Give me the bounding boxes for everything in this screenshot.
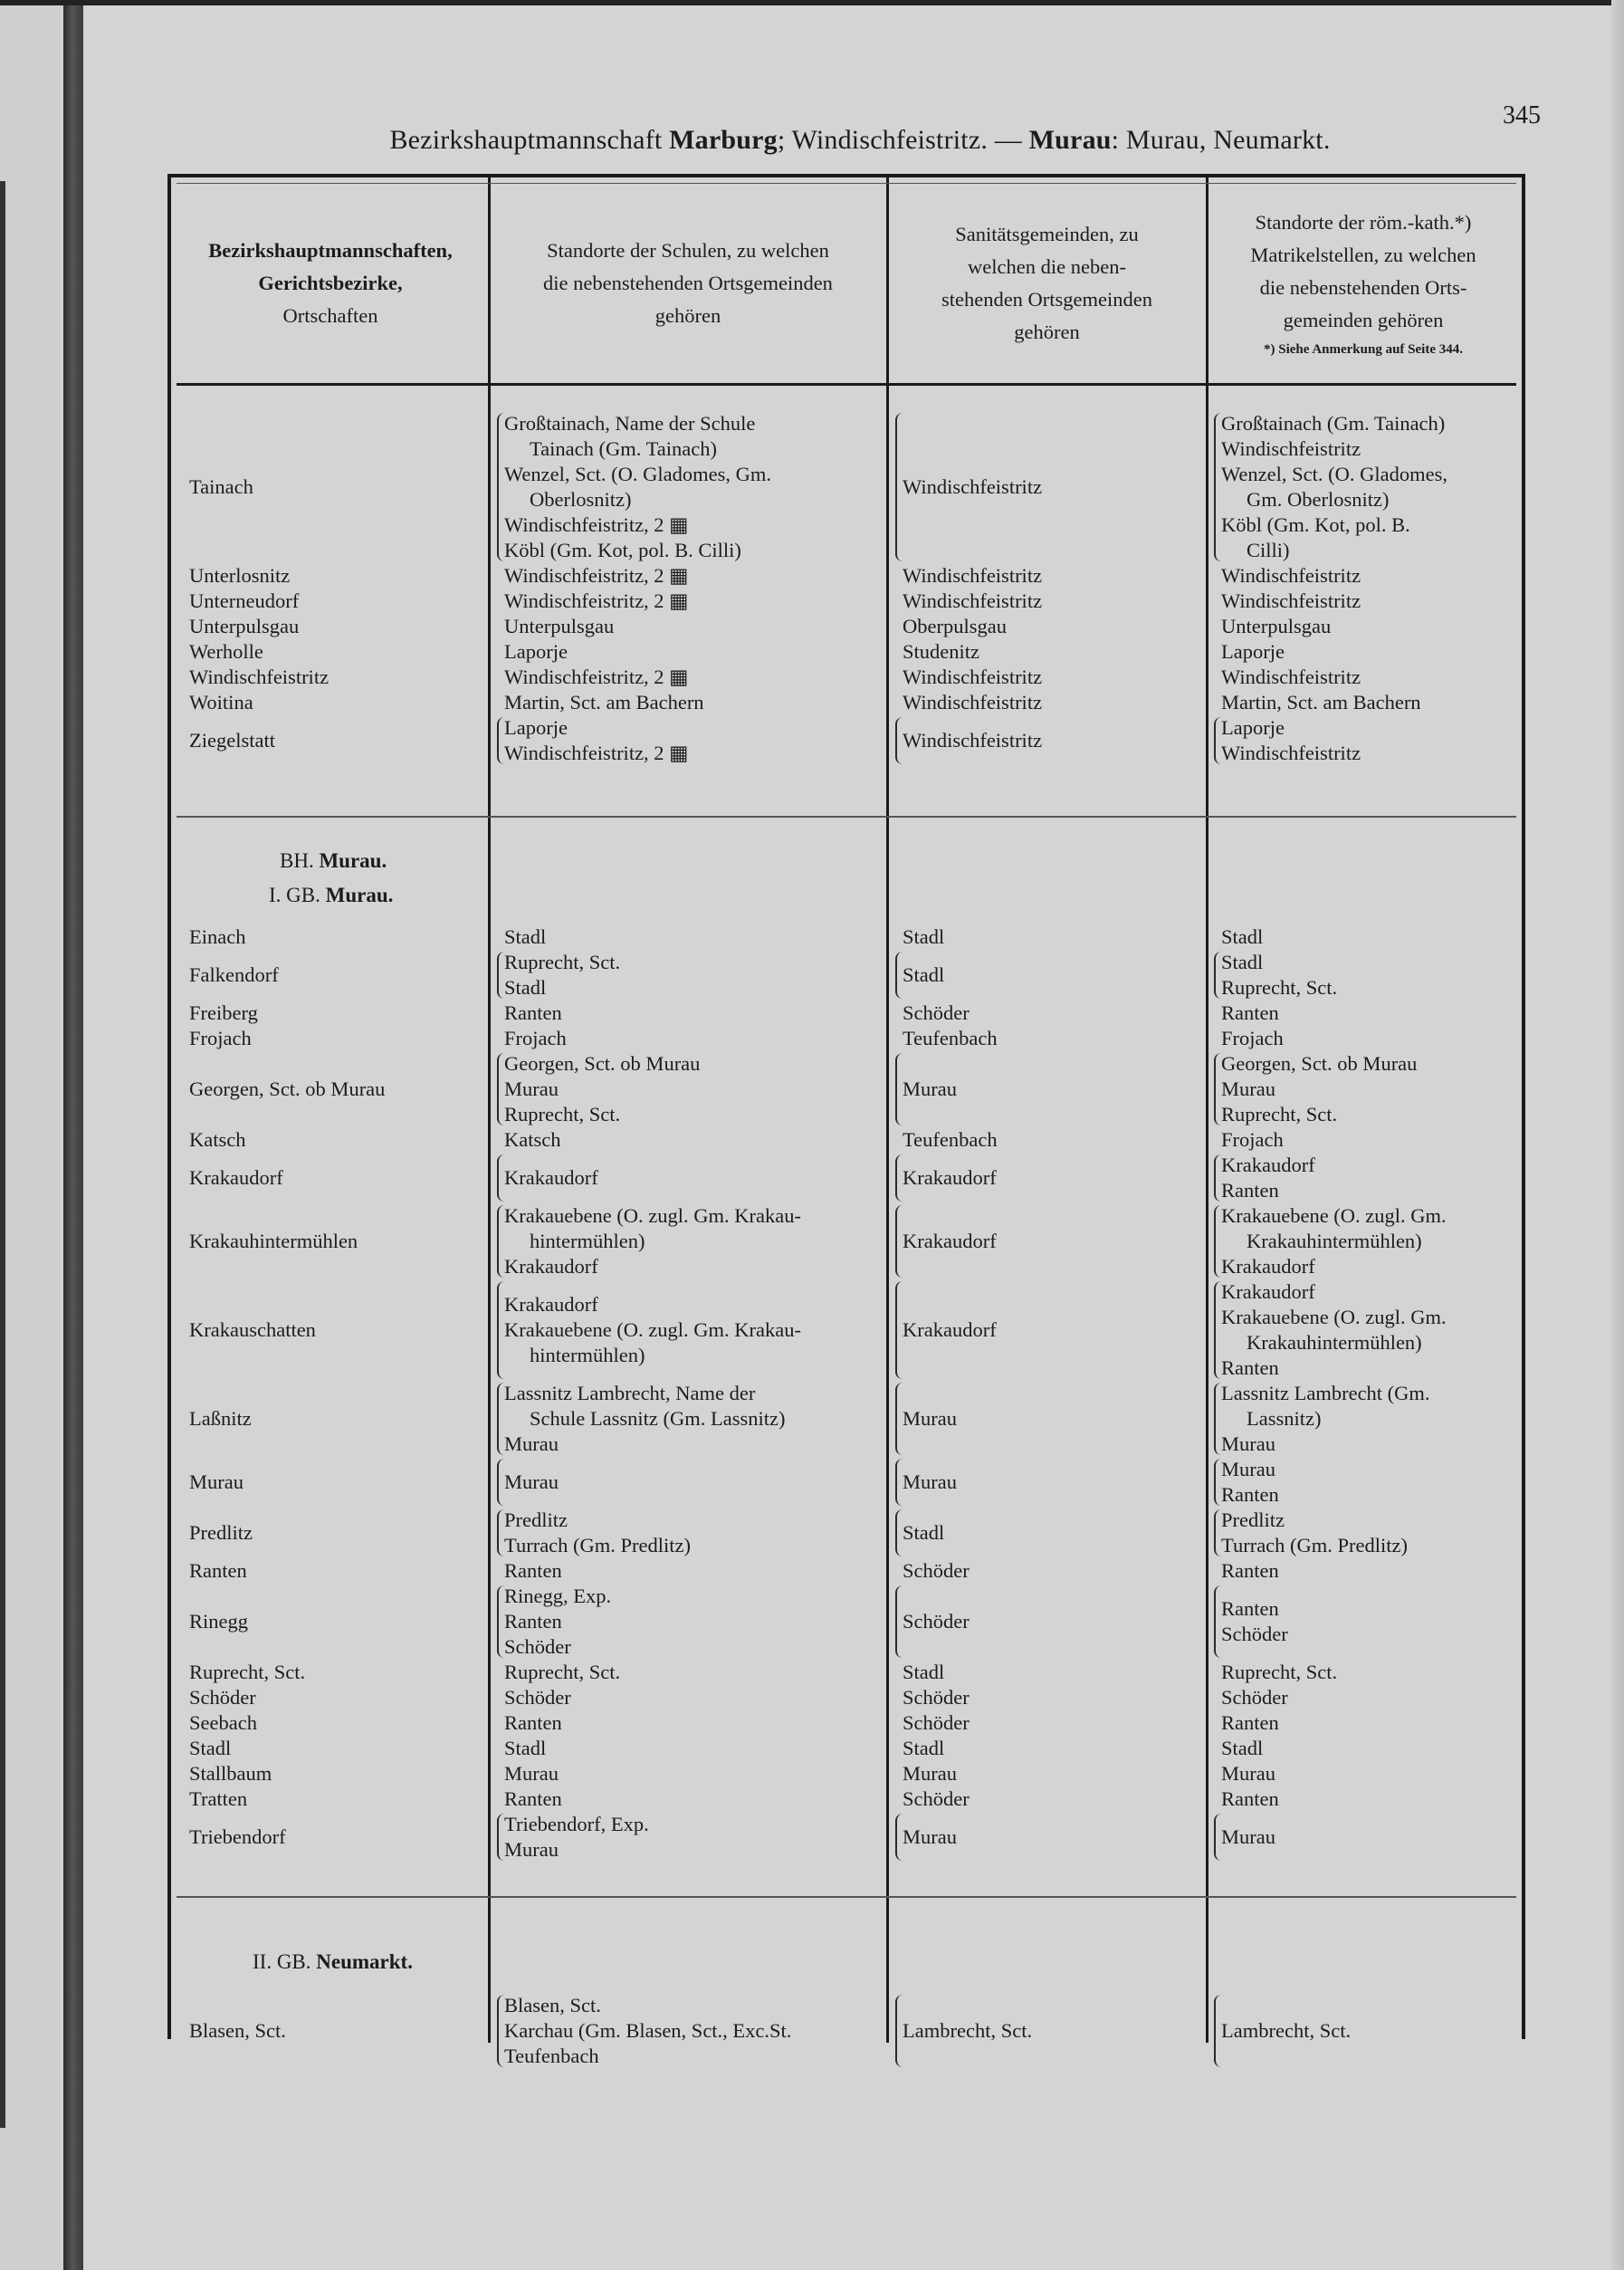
- schulen-entry: Blasen, Sct.: [504, 1994, 601, 2016]
- ortschaft-name: Einach: [189, 925, 246, 948]
- matrikel-entry: Ranten: [1221, 1787, 1279, 1810]
- section-title-name: Murau.: [319, 849, 387, 872]
- section-title: [269, 884, 393, 907]
- matrikel-entry: Laporje: [1221, 716, 1285, 739]
- sanitaet-entry: Murau: [903, 1470, 957, 1493]
- schulen-entry: Martin, Sct. am Bachern: [504, 691, 704, 714]
- schulen-entry: Stadl: [504, 1737, 547, 1759]
- sanitaet-entry: Studenitz: [903, 640, 979, 663]
- matrikel-entry: Windischfeistritz: [1221, 742, 1361, 764]
- brace-icon: [895, 952, 903, 999]
- schulen-entry: Krakauebene (O. zugl. Gm. Krakau-: [504, 1204, 801, 1227]
- matrikel-entry: Ranten: [1221, 1711, 1279, 1734]
- schulen-entry: Predlitz: [504, 1509, 568, 1531]
- header-text: gemeinden gehören: [1283, 309, 1444, 331]
- schulen-entry: Georgen, Sct. ob Murau: [504, 1052, 701, 1075]
- matrikel-entry: Lambrecht, Sct.: [1221, 2019, 1352, 2042]
- brace-icon: [895, 717, 903, 764]
- header-text: welchen die neben-: [968, 255, 1126, 278]
- schulen-entry: Windischfeistritz, 2 ▦: [504, 513, 689, 536]
- facing-page-border: [0, 181, 5, 2128]
- matrikel-entry: Krakauebene (O. zugl. Gm.: [1221, 1306, 1447, 1328]
- ortschaft-name: Tainach: [189, 475, 253, 498]
- schulen-entry: Teufenbach: [504, 2045, 599, 2067]
- schulen-entry: hintermühlen): [530, 1230, 645, 1252]
- ortschaft-name: Krakauhintermühlen: [189, 1230, 358, 1252]
- ortschaft-name: Unterlosnitz: [189, 564, 291, 587]
- schulen-entry: Turrach (Gm. Predlitz): [504, 1534, 692, 1556]
- ortschaft-name: Freiberg: [189, 1001, 258, 1024]
- matrikel-entry: Ranten: [1221, 1559, 1279, 1582]
- brace-icon: [1214, 1814, 1221, 1861]
- brace-icon: [1214, 1205, 1221, 1278]
- ortschaft-name: Ziegelstatt: [189, 729, 275, 752]
- scan-right-edge: [1611, 0, 1624, 2270]
- matrikel-entry: Frojach: [1221, 1128, 1284, 1151]
- header-text: gehören: [1014, 321, 1080, 343]
- brace-icon: [497, 952, 504, 999]
- brace-icon: [895, 1205, 903, 1278]
- ortschaft-name: Stallbaum: [189, 1762, 272, 1785]
- brace-icon: [1214, 1509, 1221, 1556]
- ortschaft-name: Rinegg: [189, 1610, 248, 1633]
- schulen-entry: Schöder: [504, 1686, 571, 1709]
- schulen-entry: Windischfeistritz, 2 ▦: [504, 666, 689, 688]
- schulen-entry: Schöder: [504, 1635, 571, 1658]
- matrikel-entry: Murau: [1221, 1432, 1275, 1455]
- gazetteer-table: [167, 174, 1525, 2067]
- sanitaet-entry: Krakaudorf: [903, 1230, 997, 1252]
- brace-icon: [1214, 1459, 1221, 1506]
- brace-icon: [497, 1281, 504, 1379]
- sanitaet-entry: Schöder: [903, 1001, 970, 1024]
- running-head-murau: Murau: [1028, 125, 1112, 155]
- sanitaet-entry: Murau: [903, 1762, 957, 1785]
- brace-icon: [895, 1383, 903, 1455]
- brace-icon: [497, 1205, 504, 1278]
- matrikel-entry: Ruprecht, Sct.: [1221, 1661, 1338, 1683]
- brace-icon: [895, 1814, 903, 1861]
- ortschaft-name: Unterneudorf: [189, 589, 300, 612]
- header-schulen: [492, 187, 884, 380]
- header-text: Gerichtsbezirke,: [258, 272, 403, 294]
- sanitaet-entry: Windischfeistritz: [903, 589, 1043, 612]
- ortschaft-name: Predlitz: [189, 1521, 253, 1544]
- ortschaft-name: Schöder: [189, 1686, 256, 1709]
- brace-icon: [895, 1509, 903, 1556]
- matrikel-entry: Murau: [1221, 1078, 1275, 1100]
- brace-icon: [497, 1459, 504, 1506]
- ortschaft-name: Tratten: [189, 1787, 248, 1810]
- header-ortschaften: [175, 187, 486, 380]
- matrikel-entry: Predlitz: [1221, 1509, 1285, 1531]
- section-title: [280, 849, 387, 873]
- matrikel-entry: Cilli): [1247, 539, 1290, 561]
- sanitaet-entry: Krakaudorf: [903, 1318, 997, 1341]
- brace-icon: [497, 1585, 504, 1658]
- section-title-name: Neumarkt.: [316, 1950, 413, 1973]
- section-title-prefix: I. GB.: [269, 884, 326, 906]
- section-title-prefix: II. GB.: [253, 1950, 317, 1973]
- schulen-entry: Krakauebene (O. zugl. Gm. Krakau-: [504, 1318, 801, 1341]
- ortschaft-name: Seebach: [189, 1711, 257, 1734]
- schulen-entry: Tainach (Gm. Tainach): [530, 437, 717, 460]
- brace-icon: [1214, 952, 1221, 999]
- schulen-entry: Stadl: [504, 925, 547, 948]
- sanitaet-entry: Oberpulsgau: [903, 615, 1007, 637]
- schulen-entry: Krakaudorf: [504, 1255, 598, 1278]
- ortschaft-name: Ruprecht, Sct.: [189, 1661, 306, 1683]
- header-sanitaet: [890, 187, 1204, 380]
- schulen-entry: Ruprecht, Sct.: [504, 1661, 621, 1683]
- schulen-entry: Murau: [504, 1838, 559, 1861]
- schulen-entry: Rinegg, Exp.: [504, 1585, 612, 1607]
- sanitaet-entry: Lambrecht, Sct.: [903, 2019, 1033, 2042]
- ortschaft-name: Triebendorf: [189, 1825, 286, 1848]
- ortschaft-name: Ranten: [189, 1559, 247, 1582]
- sanitaet-entry: Murau: [903, 1078, 957, 1100]
- running-head: [326, 125, 1394, 156]
- ortschaft-name: Unterpulsgau: [189, 615, 300, 637]
- brace-icon: [895, 1281, 903, 1379]
- ortschaft-name: Murau: [189, 1470, 244, 1493]
- schulen-entry: Windischfeistritz, 2 ▦: [504, 742, 689, 764]
- section-title-prefix: BH.: [280, 849, 320, 872]
- header-text: Matrikelstellen, zu welchen: [1250, 244, 1476, 266]
- matrikel-entry: Ranten: [1221, 1483, 1279, 1506]
- header-text: Bezirkshauptmannschaften,: [208, 239, 453, 262]
- brace-icon: [1214, 1383, 1221, 1455]
- schulen-entry: Frojach: [504, 1027, 567, 1049]
- running-head-middle: ; Windischfeistritz. —: [777, 125, 1029, 155]
- matrikel-entry: Köbl (Gm. Kot, pol. B.: [1221, 513, 1410, 536]
- schulen-entry: Großtainach, Name der Schule: [504, 412, 756, 435]
- matrikel-entry: Windischfeistritz: [1221, 564, 1361, 587]
- brace-icon: [497, 413, 504, 561]
- brace-icon: [1214, 1585, 1221, 1658]
- matrikel-entry: Krakaudorf: [1221, 1255, 1315, 1278]
- running-head-prefix: Bezirkshauptmannschaft: [389, 125, 670, 155]
- schulen-entry: Ruprecht, Sct.: [504, 951, 621, 973]
- sanitaet-entry: Krakaudorf: [903, 1166, 997, 1189]
- schulen-entry: Murau: [504, 1470, 559, 1493]
- schulen-entry: Triebendorf, Exp.: [504, 1813, 649, 1835]
- sanitaet-entry: Schöder: [903, 1787, 970, 1810]
- sanitaet-entry: Windischfeistritz: [903, 691, 1043, 714]
- brace-icon: [895, 1154, 903, 1202]
- matrikel-entry: Lassnitz): [1247, 1407, 1322, 1430]
- sanitaet-entry: Schöder: [903, 1686, 970, 1709]
- schulen-entry: Ruprecht, Sct.: [504, 1103, 621, 1125]
- sanitaet-entry: Murau: [903, 1825, 957, 1848]
- schulen-entry: Oberlosnitz): [530, 488, 632, 511]
- sanitaet-entry: Teufenbach: [903, 1027, 998, 1049]
- ortschaft-name: Blasen, Sct.: [189, 2019, 286, 2042]
- sanitaet-entry: Stadl: [903, 925, 945, 948]
- brace-icon: [1214, 1281, 1221, 1379]
- footnote-reference: *) Siehe Anmerkung auf Seite 344.: [1263, 342, 1463, 357]
- brace-icon: [497, 717, 504, 764]
- schulen-entry: Laporje: [504, 640, 568, 663]
- matrikel-entry: Ranten: [1221, 1179, 1279, 1202]
- schulen-entry: Krakaudorf: [504, 1166, 598, 1189]
- matrikel-entry: Georgen, Sct. ob Murau: [1221, 1052, 1418, 1075]
- matrikel-entry: Krakauebene (O. zugl. Gm.: [1221, 1204, 1447, 1227]
- brace-icon: [497, 1383, 504, 1455]
- sanitaet-entry: Murau: [903, 1407, 957, 1430]
- running-head-marburg: Marburg: [669, 125, 778, 155]
- brace-icon: [1214, 413, 1221, 561]
- sanitaet-entry: Stadl: [903, 963, 945, 986]
- matrikel-entry: Stadl: [1221, 1737, 1264, 1759]
- schulen-entry: Windischfeistritz, 2 ▦: [504, 564, 689, 587]
- matrikel-entry: Lassnitz Lambrecht (Gm.: [1221, 1382, 1430, 1404]
- matrikel-entry: Stadl: [1221, 925, 1264, 948]
- schulen-entry: Laporje: [504, 716, 568, 739]
- header-text: Standorte der Schulen, zu welchen: [547, 239, 829, 262]
- brace-icon: [895, 1585, 903, 1658]
- matrikel-entry: Ranten: [1221, 1001, 1279, 1024]
- matrikel-entry: Stadl: [1221, 951, 1264, 973]
- matrikel-entry: Schöder: [1221, 1623, 1288, 1645]
- brace-icon: [497, 1053, 504, 1125]
- sanitaet-entry: Stadl: [903, 1521, 945, 1544]
- page-number: 345: [1503, 101, 1541, 129]
- ortschaft-name: Werholle: [189, 640, 263, 663]
- scan-top-edge: [0, 0, 1624, 5]
- sanitaet-entry: Schöder: [903, 1559, 970, 1582]
- section-rule-2: [177, 1896, 1516, 1898]
- matrikel-entry: Windischfeistritz: [1221, 437, 1361, 460]
- matrikel-entry: Ruprecht, Sct.: [1221, 976, 1338, 999]
- matrikel-entry: Martin, Sct. am Bachern: [1221, 691, 1421, 714]
- schulen-entry: Wenzel, Sct. (O. Gladomes, Gm.: [504, 463, 771, 485]
- matrikel-entry: Ruprecht, Sct.: [1221, 1103, 1338, 1125]
- brace-icon: [895, 1459, 903, 1506]
- matrikel-entry: Ranten: [1221, 1597, 1279, 1620]
- brace-icon: [895, 1053, 903, 1125]
- matrikel-entry: Großtainach (Gm. Tainach): [1221, 412, 1446, 435]
- schulen-entry: hintermühlen): [530, 1344, 645, 1366]
- schulen-entry: Stadl: [504, 976, 547, 999]
- column-rule-3: [1206, 177, 1208, 2043]
- schulen-entry: Ranten: [504, 1711, 562, 1734]
- ortschaft-name: Stadl: [189, 1737, 232, 1759]
- section-rule-1: [177, 816, 1516, 818]
- schulen-entry: Unterpulsgau: [504, 615, 615, 637]
- book-spine: [63, 0, 83, 2270]
- schulen-entry: Katsch: [504, 1128, 561, 1151]
- schulen-entry: Ranten: [504, 1787, 562, 1810]
- section-title: [253, 1950, 413, 1974]
- brace-icon: [497, 1814, 504, 1861]
- schulen-entry: Windischfeistritz, 2 ▦: [504, 589, 689, 612]
- brace-icon: [895, 413, 903, 561]
- matrikel-entry: Unterpulsgau: [1221, 615, 1332, 637]
- sanitaet-entry: Windischfeistritz: [903, 729, 1043, 752]
- sanitaet-entry: Windischfeistritz: [903, 475, 1043, 498]
- matrikel-entry: Gm. Oberlosnitz): [1247, 488, 1390, 511]
- matrikel-entry: Ranten: [1221, 1356, 1279, 1379]
- ortschaft-name: Georgen, Sct. ob Murau: [189, 1078, 386, 1100]
- column-rule-2: [886, 177, 889, 2043]
- header-text: stehenden Ortsgemeinden: [941, 288, 1153, 311]
- matrikel-entry: Windischfeistritz: [1221, 666, 1361, 688]
- sanitaet-entry: Teufenbach: [903, 1128, 998, 1151]
- schulen-entry: Lassnitz Lambrecht, Name der: [504, 1382, 756, 1404]
- header-rule: [177, 383, 1516, 386]
- schulen-entry: Murau: [504, 1762, 559, 1785]
- header-text: Ortschaften: [282, 304, 378, 327]
- brace-icon: [895, 1995, 903, 2067]
- matrikel-entry: Murau: [1221, 1458, 1275, 1480]
- sanitaet-entry: Windischfeistritz: [903, 666, 1043, 688]
- sanitaet-entry: Schöder: [903, 1610, 970, 1633]
- schulen-entry: Murau: [504, 1432, 559, 1455]
- header-matrikel: [1209, 187, 1517, 380]
- sanitaet-entry: Stadl: [903, 1661, 945, 1683]
- brace-icon: [1214, 1995, 1221, 2067]
- matrikel-entry: Windischfeistritz: [1221, 589, 1361, 612]
- brace-icon: [1214, 1053, 1221, 1125]
- matrikel-entry: Laporje: [1221, 640, 1285, 663]
- ortschaft-name: Woitina: [189, 691, 253, 714]
- header-text: die nebenstehenden Orts-: [1259, 276, 1467, 299]
- schulen-entry: Karchau (Gm. Blasen, Sct., Exc.St.: [504, 2019, 792, 2042]
- matrikel-entry: Krakauhintermühlen): [1247, 1331, 1422, 1354]
- ortschaft-name: Falkendorf: [189, 963, 279, 986]
- schulen-entry: Murau: [504, 1078, 559, 1100]
- header-text: Sanitätsgemeinden, zu: [955, 223, 1139, 245]
- matrikel-entry: Turrach (Gm. Predlitz): [1221, 1534, 1409, 1556]
- header-text: gehören: [654, 304, 721, 327]
- brace-icon: [497, 1154, 504, 1202]
- matrikel-entry: Krakaudorf: [1221, 1154, 1315, 1176]
- ortschaft-name: Windischfeistritz: [189, 666, 330, 688]
- ortschaft-name: Krakauschatten: [189, 1318, 316, 1341]
- sanitaet-entry: Stadl: [903, 1737, 945, 1759]
- matrikel-entry: Krakauhintermühlen): [1247, 1230, 1422, 1252]
- facing-page-edge: [0, 0, 63, 2270]
- brace-icon: [497, 1995, 504, 2067]
- matrikel-entry: Wenzel, Sct. (O. Gladomes,: [1221, 463, 1447, 485]
- header-text: Standorte der röm.-kath.*): [1255, 211, 1472, 234]
- ortschaft-name: Laßnitz: [189, 1407, 252, 1430]
- ortschaft-name: Frojach: [189, 1027, 252, 1049]
- schulen-entry: Ranten: [504, 1610, 562, 1633]
- schulen-entry: Köbl (Gm. Kot, pol. B. Cilli): [504, 539, 741, 561]
- section-title-name: Murau.: [325, 884, 394, 906]
- schulen-entry: Krakaudorf: [504, 1293, 598, 1316]
- running-head-suffix: : Murau, Neumarkt.: [1111, 125, 1331, 155]
- brace-icon: [1214, 1154, 1221, 1202]
- brace-icon: [497, 1509, 504, 1556]
- matrikel-entry: Murau: [1221, 1762, 1275, 1785]
- column-rule-1: [488, 177, 491, 2043]
- brace-icon: [1214, 717, 1221, 764]
- sanitaet-entry: Windischfeistritz: [903, 564, 1043, 587]
- schulen-entry: Ranten: [504, 1001, 562, 1024]
- schulen-entry: Ranten: [504, 1559, 562, 1582]
- sanitaet-entry: Schöder: [903, 1711, 970, 1734]
- header-text: die nebenstehenden Ortsgemeinden: [543, 272, 833, 294]
- matrikel-entry: Frojach: [1221, 1027, 1284, 1049]
- schulen-entry: Schule Lassnitz (Gm. Lassnitz): [530, 1407, 786, 1430]
- matrikel-entry: Murau: [1221, 1825, 1275, 1848]
- matrikel-entry: Krakaudorf: [1221, 1280, 1315, 1303]
- ortschaft-name: Katsch: [189, 1128, 246, 1151]
- ortschaft-name: Krakaudorf: [189, 1166, 283, 1189]
- matrikel-entry: Schöder: [1221, 1686, 1288, 1709]
